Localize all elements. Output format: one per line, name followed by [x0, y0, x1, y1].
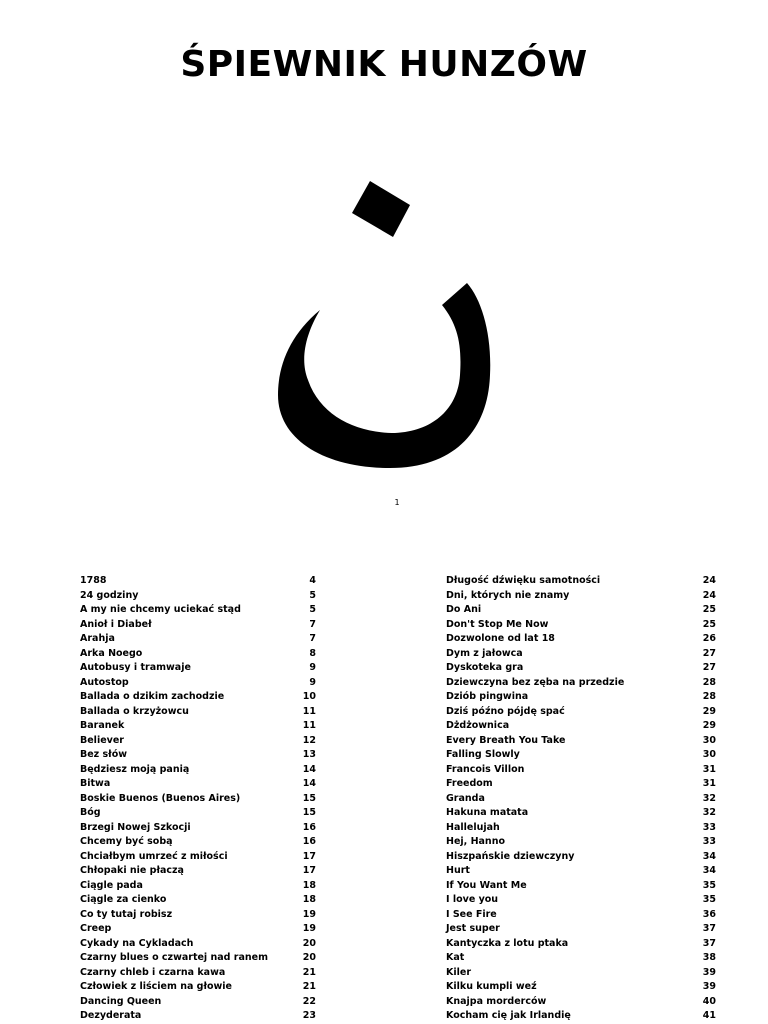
toc-entry[interactable] [80, 661, 316, 676]
toc-entry[interactable] [80, 574, 316, 589]
toc-entry-page: 29 [702, 720, 716, 732]
toc-entry-title: Ciągle za cienko [80, 894, 167, 906]
toc-entry[interactable] [80, 806, 316, 821]
toc-entry-page: 31 [702, 778, 716, 790]
toc-entry-title: Knajpa morderców [446, 995, 547, 1007]
toc-entry-title: Falling Slowly [446, 749, 520, 761]
toc-entry[interactable] [446, 719, 716, 734]
toc-entry-page: 18 [302, 879, 316, 891]
toc-entry-page: 36 [702, 908, 716, 920]
toc-entry-page: 27 [702, 662, 716, 674]
toc-entry-page: 29 [702, 705, 716, 717]
toc-entry-page: 26 [702, 633, 716, 645]
toc-entry-title: Francois Villon [446, 763, 525, 775]
toc-entry-page: 30 [702, 749, 716, 761]
toc-entry-page: 11 [302, 705, 316, 717]
toc-entry-page: 27 [702, 647, 716, 659]
toc-entry-title: Baranek [80, 720, 125, 732]
toc-entry[interactable] [80, 980, 316, 995]
toc-entry-page: 17 [302, 850, 316, 862]
toc-entry[interactable] [446, 661, 716, 676]
toc-entry[interactable] [80, 618, 316, 633]
toc-entry-title: Dozwolone od lat 18 [446, 633, 555, 645]
toc-entry-title: Dezyderata [80, 1010, 142, 1022]
toc-entry[interactable] [446, 879, 716, 894]
toc-entry[interactable] [80, 864, 316, 879]
toc-entry-title: Dyskoteka gra [446, 662, 524, 674]
toc-entry[interactable] [446, 835, 716, 850]
toc-entry-title: A my nie chcemy uciekać stąd [80, 604, 241, 616]
toc-entry-title: Dziób pingwina [446, 691, 529, 703]
toc-entry-page: 25 [702, 618, 716, 630]
toc-entry-title: Bez słów [80, 749, 128, 761]
toc-entry[interactable] [446, 603, 716, 618]
toc-entry-page: 5 [309, 589, 316, 601]
toc-entry[interactable] [80, 734, 316, 749]
toc-entry[interactable] [446, 821, 716, 836]
toc-entry-page: 39 [702, 966, 716, 978]
toc-entry-title: Autobusy i tramwaje [80, 662, 191, 674]
toc-entry-title: Bitwa [80, 778, 111, 790]
toc-entry-page: 21 [302, 981, 316, 993]
toc-entry[interactable] [80, 690, 316, 705]
toc-entry-title: I love you [446, 894, 499, 906]
toc-entry[interactable] [446, 690, 716, 705]
nun-bowl [278, 283, 490, 468]
toc-entry[interactable] [446, 922, 716, 937]
toc-entry[interactable] [446, 777, 716, 792]
toc-entry-title: Cykady na Cykladach [80, 937, 194, 949]
toc-entry-page: 15 [302, 792, 316, 804]
toc-entry-page: 39 [702, 981, 716, 993]
toc-entry[interactable] [80, 835, 316, 850]
toc-entry-page: 15 [302, 807, 316, 819]
toc-entry-page: 41 [702, 1010, 716, 1022]
toc-entry-title: Ballada o dzikim zachodzie [80, 691, 225, 703]
toc-entry-title: 1788 [80, 575, 107, 586]
toc-entry[interactable] [80, 748, 316, 763]
toc-entry-title: Brzegi Nowej Szkocji [80, 821, 191, 833]
toc-entry[interactable] [80, 879, 316, 894]
toc-entry[interactable] [80, 763, 316, 778]
toc-entry[interactable] [80, 647, 316, 662]
toc-entry-title: Do Ani [446, 604, 482, 616]
toc-entry-page: 35 [702, 879, 716, 891]
toc-entry-title: Ciągle pada [80, 879, 143, 891]
toc-entry[interactable] [80, 937, 316, 952]
toc-entry-title: Granda [446, 792, 485, 804]
toc-entry-title: Dziś późno pójdę spać [446, 705, 565, 717]
toc-entry-title: Anioł i Diabeł [80, 618, 152, 630]
toc-entry-title: Hej, Hanno [446, 836, 505, 848]
nun-dot [352, 181, 410, 237]
toc-entry-page: 16 [302, 836, 316, 848]
toc-entry[interactable] [80, 821, 316, 836]
toc-entry-page: 31 [702, 763, 716, 775]
toc-entry-title: Ballada o krzyżowcu [80, 705, 189, 717]
toc-entry-page: 7 [309, 618, 316, 630]
arabic-nun-glyph-icon [270, 175, 500, 475]
toc-entry-page: 33 [702, 836, 716, 848]
toc-entry[interactable] [80, 777, 316, 792]
toc-entry-title: Kilku kumpli weź [446, 981, 537, 993]
toc-entry[interactable] [446, 792, 716, 807]
toc-entry[interactable] [446, 806, 716, 821]
toc-entry-title: Czarny blues o czwartej nad ranem [80, 952, 268, 964]
toc-entry-page: 7 [309, 633, 316, 645]
toc-entry-title: Creep [80, 923, 112, 935]
toc-entry-title: Chłopaki nie płaczą [80, 865, 184, 877]
toc-entry-title: Długość dźwięku samotności [446, 575, 601, 586]
toc-entry-page: 19 [302, 923, 316, 935]
toc-entry-title: Arahja [80, 633, 115, 645]
toc-entry-page: 34 [702, 865, 716, 877]
toc-entry-title: Czarny chleb i czarna kawa [80, 966, 226, 978]
toc-entry[interactable] [80, 951, 316, 966]
toc-entry[interactable] [446, 980, 716, 995]
toc-entry-title: Dym z jałowca [446, 647, 523, 659]
toc-entry-page: 32 [702, 792, 716, 804]
toc-entry-page: 28 [702, 691, 716, 703]
toc-entry-page: 37 [702, 923, 716, 935]
toc-entry[interactable] [446, 995, 716, 1010]
toc-entry-title: Chcemy być sobą [80, 836, 173, 848]
toc-entry[interactable] [446, 748, 716, 763]
toc-entry[interactable] [446, 763, 716, 778]
toc-entry-title: Dancing Queen [80, 995, 162, 1007]
toc-entry-page: 16 [302, 821, 316, 833]
toc-entry[interactable] [446, 618, 716, 633]
toc-entry-title: If You Want Me [446, 879, 527, 891]
toc-column-left [80, 574, 316, 1024]
toc-entry-title: 24 godziny [80, 589, 139, 601]
toc-entry[interactable] [80, 893, 316, 908]
toc-entry[interactable] [80, 850, 316, 865]
toc-entry-page: 34 [702, 850, 716, 862]
toc-entry-page: 18 [302, 894, 316, 906]
toc-entry-page: 32 [702, 807, 716, 819]
toc-entry-page: 38 [702, 952, 716, 964]
toc-entry-title: Hallelujah [446, 821, 500, 833]
toc-entry[interactable] [446, 908, 716, 923]
toc-entry-page: 9 [309, 662, 316, 674]
toc-entry-title: Autostop [80, 676, 129, 688]
toc-entry-title: Co ty tutaj robisz [80, 908, 173, 920]
toc-entry-page: 4 [309, 575, 316, 586]
toc-entry-page: 30 [702, 734, 716, 746]
toc-entry-page: 35 [702, 894, 716, 906]
toc-entry[interactable] [446, 574, 716, 589]
toc-entry-title: Będziesz moją panią [80, 763, 190, 775]
toc-entry-page: 14 [302, 763, 316, 775]
toc-entry-title: Dziewczyna bez zęba na przedzie [446, 676, 625, 688]
toc-entry[interactable] [80, 922, 316, 937]
toc-entry-title: Kat [446, 952, 465, 964]
toc-entry-page: 33 [702, 821, 716, 833]
toc-entry-page: 20 [302, 952, 316, 964]
toc-entry-title: Freedom [446, 778, 493, 790]
toc-entry-page: 8 [309, 647, 316, 659]
toc-entry-page: 40 [702, 995, 716, 1007]
toc-entry-title: Kantyczka z lotu ptaka [446, 937, 569, 949]
toc-entry[interactable] [80, 603, 316, 618]
toc-entry[interactable] [80, 705, 316, 720]
toc-entry-title: Hiszpańskie dziewczyny [446, 850, 575, 862]
toc-entry[interactable] [446, 850, 716, 865]
toc-entry[interactable] [446, 966, 716, 981]
toc-entry-title: Chciałbym umrzeć z miłości [80, 850, 228, 862]
toc-entry[interactable] [80, 589, 316, 604]
toc-entry-page: 21 [302, 966, 316, 978]
toc-entry[interactable] [80, 676, 316, 691]
toc-entry-page: 24 [702, 589, 716, 601]
toc-entry-page: 12 [302, 734, 316, 746]
toc-entry-page: 28 [702, 676, 716, 688]
toc-entry-page: 37 [702, 937, 716, 949]
toc-entry[interactable] [446, 864, 716, 879]
toc-entry[interactable] [446, 647, 716, 662]
toc-entry-page: 24 [702, 575, 716, 586]
toc-entry-page: 25 [702, 604, 716, 616]
toc-entry-title: Hakuna matata [446, 807, 529, 819]
toc-entry-page: 23 [302, 1010, 316, 1022]
toc-entry[interactable] [446, 893, 716, 908]
toc-entry[interactable] [446, 589, 716, 604]
toc-entry-title: Bóg [80, 807, 101, 819]
toc-entry-page: 13 [302, 749, 316, 761]
toc-entry-title: I See Fire [446, 908, 497, 920]
toc-entry-page: 9 [309, 676, 316, 688]
toc-entry-title: Hurt [446, 865, 470, 877]
page-number: 1 [394, 498, 400, 507]
toc-entry-title: Dni, których nie znamy [446, 589, 570, 601]
toc-entry[interactable] [80, 719, 316, 734]
toc-entry[interactable] [80, 632, 316, 647]
toc-column-right [446, 574, 716, 1024]
toc-entry-title: Dżdżownica [446, 720, 510, 732]
toc-entry-page: 17 [302, 865, 316, 877]
toc-entry[interactable] [446, 734, 716, 749]
toc-entry-title: Człowiek z liściem na głowie [80, 981, 233, 993]
toc-entry-page: 20 [302, 937, 316, 949]
toc-entry[interactable] [446, 951, 716, 966]
toc-entry[interactable] [446, 632, 716, 647]
toc-entry[interactable] [80, 908, 316, 923]
toc-entry-page: 11 [302, 720, 316, 732]
toc-entry-page: 19 [302, 908, 316, 920]
toc-entry-title: Kiler [446, 966, 472, 978]
toc-entry-title: Jest super [446, 923, 500, 935]
toc-entry-title: Boskie Buenos (Buenos Aires) [80, 792, 241, 804]
toc-entry-title: Believer [80, 734, 124, 746]
toc-entry[interactable] [446, 1009, 716, 1024]
toc-entry-title: Arka Noego [80, 647, 143, 659]
toc-entry[interactable] [80, 1009, 316, 1024]
toc-entry-page: 22 [302, 995, 316, 1007]
toc-entry-title: Don't Stop Me Now [446, 618, 549, 630]
toc-entry[interactable] [80, 966, 316, 981]
toc-entry-page: 10 [302, 691, 316, 703]
toc-entry-title: Every Breath You Take [446, 734, 566, 746]
toc-entry[interactable] [80, 995, 316, 1010]
toc-entry[interactable] [446, 705, 716, 720]
toc-entry-page: 14 [302, 778, 316, 790]
page-title: ŚPIEWNIK HUNZÓW [180, 44, 588, 85]
toc-entry[interactable] [446, 676, 716, 691]
toc-entry[interactable] [80, 792, 316, 807]
toc-entry-title: Kocham cię jak Irlandię [446, 1010, 571, 1022]
toc-entry-page: 5 [309, 604, 316, 616]
toc-entry[interactable] [446, 937, 716, 952]
